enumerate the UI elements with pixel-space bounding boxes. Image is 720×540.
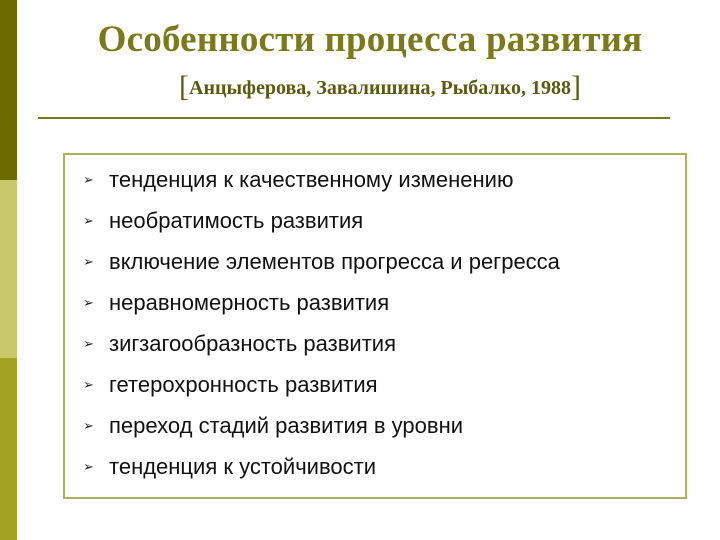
arrow-bullet-icon: ➢	[83, 335, 94, 351]
list-item	[83, 241, 560, 282]
title-divider	[38, 117, 670, 119]
list-item-text: неравномерность развития	[109, 289, 390, 315]
subtitle-close-bracket: ]	[570, 70, 581, 103]
side-bar-bottom	[0, 358, 17, 540]
arrow-bullet-icon: ➢	[83, 171, 94, 187]
arrow-bullet-icon: ➢	[83, 417, 94, 433]
list-item	[83, 200, 560, 241]
side-bar-middle	[0, 180, 17, 358]
bullet-list-box	[63, 153, 687, 499]
list-item	[83, 323, 560, 364]
list-item	[83, 446, 560, 487]
arrow-bullet-icon: ➢	[83, 376, 94, 392]
list-item	[83, 405, 560, 446]
arrow-bullet-icon: ➢	[83, 212, 94, 228]
list-item-text: тенденция к устойчивости	[109, 453, 376, 479]
list-item-text: гетерохронность развития	[109, 371, 378, 397]
list-item	[83, 159, 560, 200]
slide-title: Особенности процесса развития	[97, 19, 643, 60]
list-item	[83, 364, 560, 405]
list-item-text: зигзагообразность развития	[109, 330, 396, 356]
slide-subtitle	[0, 70, 720, 104]
list-item-text: тенденция к качественному изменению	[109, 166, 514, 192]
list-item-text: необратимость развития	[109, 207, 364, 233]
subtitle-open-bracket: [	[179, 70, 190, 103]
arrow-bullet-icon: ➢	[83, 458, 94, 474]
list-item-text: включение элементов прогресса и регресса	[109, 248, 560, 274]
list-item	[83, 282, 560, 323]
subtitle-citation: Анцыферова, Завалишина, Рыбалко, 1988	[189, 77, 571, 99]
arrow-bullet-icon: ➢	[83, 294, 94, 310]
arrow-bullet-icon: ➢	[83, 253, 94, 269]
list-item-text: переход стадий развития в уровни	[109, 412, 464, 438]
bullet-list	[83, 159, 560, 487]
